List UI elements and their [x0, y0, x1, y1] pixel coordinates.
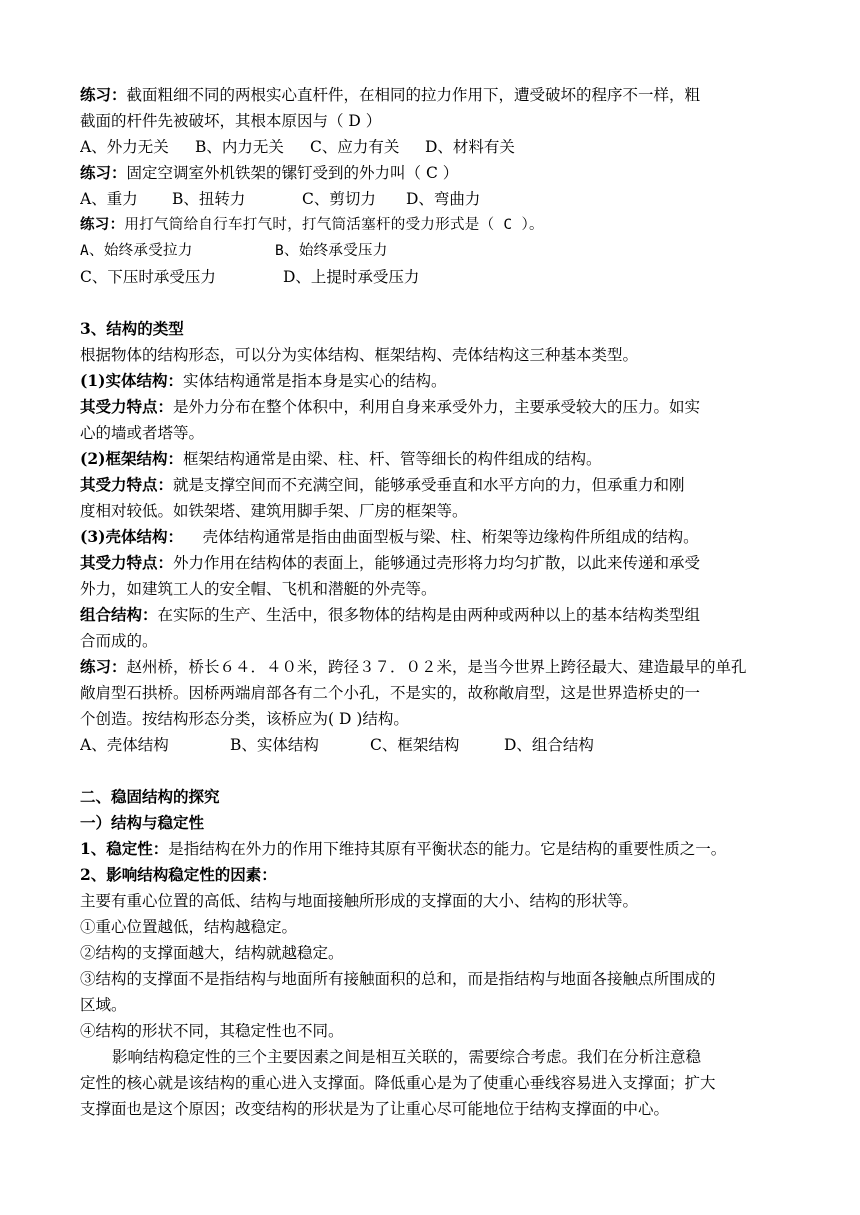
exercise-1-line-1	[80, 82, 785, 108]
term-text: 壳体结构通常是指由曲面型板与梁、柱、桁架等边缘构件所组成的结构。	[182, 528, 699, 546]
exercise-text: 赵州桥，桥长６４．４０米，跨径３７．０２米，是当今世界上跨径最大、建造最早的单孔	[126, 658, 747, 676]
section-heading: 3、结构的类型	[80, 319, 184, 338]
option-a: A、壳体结构	[80, 736, 169, 754]
option-a: A、重力	[80, 190, 138, 208]
exercise-text: 用打气筒给自行车打气时，打气筒活塞杆的受力形式是（ C ）。	[124, 217, 544, 233]
term-label: (2)框架结构：	[80, 449, 183, 468]
summary-paragraph-line-1: 影响结构稳定性的三个主要因素之间是相互关联的，需要综合考虑。我们在分析注意稳	[112, 1048, 702, 1066]
exercise-2-line	[80, 160, 785, 186]
frame-force-line-2: 度相对较低。如铁架塔、建筑用脚手架、厂房的框架等。	[80, 502, 468, 520]
factor-3-line-1: ③结构的支撑面不是指结构与地面所有接触面积的总和，而是指结构与地面各接触点所围成的	[80, 970, 716, 988]
frame-structure-line	[80, 446, 785, 472]
factor-1: ①重心位置越低，结构越稳定。	[80, 918, 298, 936]
solid-force-line-1	[80, 394, 785, 420]
option-c: C、下压时承受压力	[80, 268, 216, 286]
bridge-exercise-line-3: 个创造。按结构形态分类，该桥应为( D )结构。	[80, 710, 409, 728]
summary-paragraph-line-3: 支撑面也是这个原因；改变结构的形状是为了让重心尽可能地位于结构支撑面的中心。	[80, 1100, 670, 1118]
factor-3-line-2: 区域。	[80, 996, 127, 1014]
bridge-exercise-line-1	[80, 654, 785, 680]
exercise-3-options-2	[80, 264, 785, 290]
term-label: 组合结构：	[80, 605, 158, 624]
term-label: 其受力特点：	[80, 397, 174, 416]
solid-force-line-2: 心的墙或者塔等。	[80, 424, 205, 442]
exercise-label: 练习：	[80, 657, 127, 676]
factors-intro: 主要有重心位置的高低、结构与地面接触所形成的支撑面的大小、结构的形状等。	[80, 892, 639, 910]
section-intro: 根据物体的结构形态，可以分为实体结构、框架结构、壳体结构这三种基本类型。	[80, 346, 639, 364]
option-b: B、扭转力	[172, 190, 246, 208]
summary-paragraph-line-2: 定性的核心就是该结构的重心进入支撑面。降低重心是为了使重心垂线容易进入支撑面；扩大	[80, 1074, 716, 1092]
exercise-label: 练习：	[80, 163, 127, 182]
exercise-1-options	[80, 134, 785, 160]
term-text: 外力作用在结构体的表面上，能够通过壳形将力均匀扩散，以此来传递和承受	[173, 554, 701, 572]
exercise-3-options-1	[80, 238, 785, 264]
factor-4: ④结构的形状不同，其稳定性也不同。	[80, 1022, 344, 1040]
term-text: 是外力分布在整个体积中，利用自身来承受外力，主要承受较大的压力。如实	[173, 398, 701, 416]
exercise-3-line	[80, 212, 785, 238]
frame-force-line-1	[80, 472, 785, 498]
term-text: 框架结构通常是由梁、柱、杆、管等细长的构件组成的结构。	[182, 450, 602, 468]
exercise-text: 截面粗细不同的两根实心直杆件，在相同的拉力作用下，遭受破坏的程序不一样，粗	[126, 86, 701, 104]
exercise-text: 固定空调室外机铁架的镙钉受到的外力叫（ C ）	[126, 164, 459, 182]
factors-heading: 2、影响结构稳定性的因素：	[80, 865, 277, 884]
option-c: C、剪切力	[302, 190, 376, 208]
document-page	[80, 82, 785, 1122]
term-text: 是指结构在外力的作用下维持其原有平衡状态的能力。它是结构的重要性质之一。	[168, 840, 727, 858]
option-b: B、内力无关	[195, 138, 284, 156]
exercise-label: 练习：	[80, 85, 127, 104]
option-c: C、应力有关	[310, 138, 400, 156]
shell-force-line-1	[80, 550, 785, 576]
term-text: 在实际的生产、生活中，很多物体的结构是由两种或两种以上的基本结构类型组	[157, 606, 701, 624]
bridge-exercise-options	[80, 732, 785, 758]
stability-definition-line	[80, 836, 785, 862]
option-d: D、上提时承受压力	[283, 268, 420, 286]
option-a: A、始终承受拉力	[80, 243, 193, 259]
shell-force-line-2: 外力，如建筑工人的安全帽、飞机和潜艇的外壳等。	[80, 580, 437, 598]
option-c: C、框架结构	[370, 736, 460, 754]
term-label: 1、稳定性：	[80, 839, 169, 858]
combo-structure-line-2: 合而成的。	[80, 632, 158, 650]
option-d: D、组合结构	[504, 736, 594, 754]
exercise-label: 练习：	[80, 217, 125, 233]
option-d: D、弯曲力	[406, 190, 481, 208]
term-label: (3)壳体结构：	[80, 527, 183, 546]
term-label: (1)实体结构：	[80, 371, 183, 390]
option-b: B、实体结构	[230, 736, 319, 754]
shell-structure-line	[80, 524, 785, 550]
option-b: B、始终承受压力	[275, 243, 388, 259]
term-text: 实体结构通常是指本身是实心的结构。	[182, 372, 447, 390]
subsection-heading: 一）结构与稳定性	[80, 813, 205, 832]
section-heading: 二、稳固结构的探究	[80, 787, 220, 806]
term-label: 其受力特点：	[80, 475, 174, 494]
term-text: 就是支撑空间而不充满空间，能够承受垂直和水平方向的力，但承重力和刚	[173, 476, 685, 494]
exercise-1-line-2: 截面的杆件先被破坏，其根本原因与（ D ）	[80, 112, 382, 130]
option-a: A、外力无关	[80, 138, 169, 156]
term-label: 其受力特点：	[80, 553, 174, 572]
exercise-2-options	[80, 186, 785, 212]
combo-structure-line-1	[80, 602, 785, 628]
factor-2: ②结构的支撑面越大，结构就越稳定。	[80, 944, 344, 962]
solid-structure-line	[80, 368, 785, 394]
bridge-exercise-line-2: 敞肩型石拱桥。因桥两端肩部各有二个小孔，不是实的，故称敞肩型，这是世界造桥史的一	[80, 684, 701, 702]
option-d: D、材料有关	[425, 138, 515, 156]
